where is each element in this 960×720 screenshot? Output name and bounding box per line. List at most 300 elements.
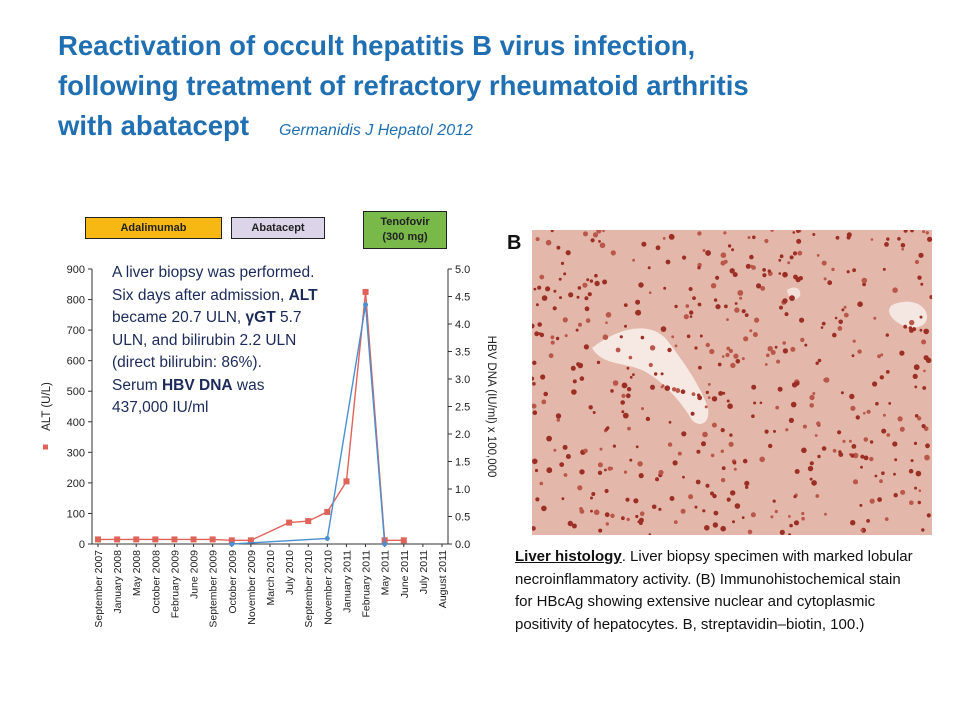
stained-nucleus — [711, 283, 716, 288]
stained-nucleus — [698, 303, 702, 307]
stained-nucleus — [704, 525, 710, 531]
x-tick-label: January 2011 — [341, 550, 354, 613]
stained-nucleus — [532, 459, 538, 465]
stained-nucleus — [606, 312, 612, 318]
stained-nucleus — [733, 461, 737, 465]
stained-nucleus — [682, 476, 685, 479]
stained-nucleus — [751, 414, 755, 418]
stained-nucleus — [857, 349, 861, 353]
stained-nucleus — [917, 276, 921, 280]
stained-nucleus — [791, 402, 797, 408]
stained-nucleus — [860, 466, 863, 469]
x-tick-label: July 2011 — [417, 550, 430, 595]
histology-caption — [515, 546, 915, 636]
stained-nucleus — [687, 335, 691, 339]
hbv-dna-data-point — [325, 536, 330, 541]
stained-nucleus — [632, 373, 635, 376]
stained-nucleus — [800, 338, 804, 342]
stained-nucleus — [894, 458, 897, 461]
stained-nucleus — [709, 349, 714, 354]
stained-nucleus — [762, 268, 766, 272]
stained-nucleus — [749, 329, 752, 332]
stained-nucleus — [674, 305, 677, 308]
stained-nucleus — [696, 450, 700, 454]
alt-data-point — [210, 536, 216, 542]
stained-nucleus — [563, 272, 566, 275]
x-tick-label: May 2008 — [131, 550, 144, 597]
alt-data-point — [305, 518, 311, 524]
stained-nucleus — [779, 306, 783, 310]
x-tick-label: September 2009 — [207, 550, 220, 628]
stained-nucleus — [748, 236, 751, 239]
stained-nucleus — [744, 481, 749, 486]
stained-nucleus — [900, 427, 905, 432]
stained-nucleus — [632, 259, 635, 262]
stained-nucleus — [801, 512, 804, 515]
stained-nucleus — [879, 479, 883, 483]
stained-nucleus — [751, 512, 756, 517]
stained-nucleus — [877, 497, 882, 502]
stained-nucleus — [815, 434, 818, 437]
stained-nucleus — [681, 431, 686, 436]
stained-nucleus — [691, 412, 695, 416]
stained-nucleus — [838, 320, 843, 325]
stained-nucleus — [821, 326, 824, 329]
stained-nucleus — [867, 410, 871, 414]
right-tick-label: 0.0 — [455, 539, 471, 551]
stained-nucleus — [842, 440, 845, 443]
stained-nucleus — [671, 335, 674, 338]
stained-nucleus — [799, 318, 804, 323]
stained-nucleus — [690, 315, 693, 318]
stained-nucleus — [594, 274, 598, 278]
stained-nucleus — [881, 429, 886, 434]
stained-nucleus — [553, 290, 556, 293]
alt-data-point — [324, 509, 330, 515]
stained-nucleus — [778, 259, 781, 262]
stained-nucleus — [783, 348, 788, 353]
stained-nucleus — [661, 326, 667, 332]
stained-nucleus — [866, 519, 870, 523]
stained-nucleus — [714, 511, 719, 516]
stained-nucleus — [765, 430, 769, 434]
stained-nucleus — [692, 296, 696, 300]
stained-nucleus — [594, 510, 600, 516]
stained-nucleus — [702, 509, 705, 512]
stained-nucleus — [692, 392, 696, 396]
stained-nucleus — [722, 466, 726, 470]
stained-nucleus — [817, 455, 820, 458]
stained-nucleus — [785, 428, 788, 431]
stained-nucleus — [658, 470, 663, 475]
stained-nucleus — [884, 242, 889, 247]
stained-nucleus — [621, 516, 625, 520]
stained-nucleus — [832, 333, 837, 338]
stained-nucleus — [684, 314, 689, 319]
stained-nucleus — [546, 436, 552, 442]
stained-nucleus — [578, 323, 582, 327]
x-tick-label: March 2010 — [265, 550, 277, 606]
stained-nucleus — [561, 262, 564, 265]
stained-nucleus — [893, 473, 896, 476]
x-tick-label: September 2010 — [303, 550, 316, 628]
stained-nucleus — [559, 462, 564, 467]
stained-nucleus — [536, 303, 539, 306]
slide-title — [58, 26, 938, 151]
stained-nucleus — [880, 353, 883, 356]
stained-nucleus — [670, 496, 675, 501]
stained-nucleus — [603, 334, 609, 340]
stained-nucleus — [545, 286, 550, 291]
x-tick-label: October 2008 — [150, 550, 163, 614]
stained-nucleus — [584, 296, 588, 300]
stained-nucleus — [922, 230, 925, 233]
stained-nucleus — [639, 473, 644, 478]
stained-nucleus — [808, 466, 813, 471]
alt-data-point — [133, 536, 139, 542]
stained-nucleus — [753, 402, 756, 405]
stained-nucleus — [847, 232, 852, 237]
left-tick-label: 100 — [66, 508, 85, 521]
stained-nucleus — [591, 238, 595, 242]
stained-nucleus — [824, 377, 830, 383]
caption-text: . Liver biopsy specimen with marked lobular necroinflammatory activity. (B) Immunohistochemical stain for HBcAg showing extensive nuclear and cytoplasmic positivity of hepatocytes. B, streptavidin–biotin, 100.) — [515, 548, 913, 633]
stained-nucleus — [669, 234, 675, 240]
stained-nucleus — [564, 473, 568, 477]
left-axis-title: ALT (U/L) — [41, 382, 53, 431]
stained-nucleus — [576, 329, 579, 332]
stained-nucleus — [780, 530, 785, 535]
stained-nucleus — [892, 441, 897, 446]
stained-nucleus — [543, 392, 548, 397]
stained-nucleus — [818, 359, 822, 363]
stained-nucleus — [613, 380, 619, 386]
left-tick-label: 0 — [78, 539, 85, 551]
stained-nucleus — [620, 400, 625, 405]
stained-nucleus — [901, 243, 906, 248]
stained-nucleus — [899, 351, 904, 356]
stained-nucleus — [914, 364, 920, 370]
right-tick-label: 4.0 — [455, 319, 471, 331]
stained-nucleus — [733, 272, 738, 277]
stained-nucleus — [597, 361, 600, 364]
stained-nucleus — [864, 456, 869, 461]
stained-nucleus — [909, 500, 914, 505]
stained-nucleus — [770, 515, 773, 518]
stained-nucleus — [722, 355, 725, 358]
stained-nucleus — [563, 445, 568, 450]
stained-nucleus — [927, 237, 932, 242]
stained-nucleus — [583, 449, 587, 453]
stained-nucleus — [661, 386, 664, 389]
stained-nucleus — [849, 394, 854, 399]
stained-nucleus — [816, 421, 820, 425]
stained-nucleus — [637, 461, 642, 466]
stained-nucleus — [697, 394, 700, 397]
stained-nucleus — [598, 462, 603, 467]
stained-nucleus — [837, 430, 841, 434]
stained-nucleus — [571, 389, 577, 395]
stained-nucleus — [782, 272, 788, 278]
stained-nucleus — [600, 243, 606, 249]
stained-nucleus — [789, 295, 795, 301]
stained-nucleus — [721, 252, 727, 258]
stained-nucleus — [652, 505, 657, 510]
stained-nucleus — [810, 478, 813, 481]
stained-nucleus — [577, 296, 580, 299]
stained-nucleus — [785, 312, 789, 316]
stained-nucleus — [927, 513, 931, 517]
stained-nucleus — [768, 444, 772, 448]
stained-nucleus — [605, 321, 608, 324]
stained-nucleus — [533, 410, 538, 415]
stained-nucleus — [624, 325, 627, 328]
stained-nucleus — [838, 326, 843, 331]
stained-nucleus — [873, 317, 876, 320]
stained-nucleus — [663, 287, 666, 290]
stained-nucleus — [627, 518, 630, 521]
stained-nucleus — [920, 329, 923, 332]
stained-nucleus — [648, 266, 651, 269]
stained-nucleus — [745, 313, 749, 317]
stained-nucleus — [708, 396, 711, 399]
right-tick-label: 3.5 — [455, 346, 471, 359]
stained-nucleus — [920, 316, 923, 319]
stained-nucleus — [654, 372, 657, 375]
stained-nucleus — [624, 471, 627, 474]
stained-nucleus — [580, 376, 585, 381]
stained-nucleus — [702, 432, 708, 438]
stained-nucleus — [780, 254, 784, 258]
stained-nucleus — [712, 396, 717, 401]
liver-histology-image — [532, 230, 932, 535]
x-tick-label: June 2011 — [398, 550, 411, 599]
stained-nucleus — [546, 467, 552, 473]
stained-nucleus — [621, 410, 624, 413]
stained-nucleus — [627, 387, 631, 391]
stained-nucleus — [900, 490, 905, 495]
stained-nucleus — [796, 239, 801, 244]
stained-nucleus — [766, 354, 770, 358]
stained-nucleus — [620, 335, 623, 338]
stained-nucleus — [627, 427, 631, 431]
stained-nucleus — [565, 334, 568, 337]
stained-nucleus — [909, 320, 914, 325]
stained-nucleus — [559, 278, 562, 281]
stained-nucleus — [572, 524, 577, 529]
stained-nucleus — [760, 286, 765, 291]
stained-nucleus — [624, 303, 628, 307]
stained-nucleus — [546, 240, 552, 246]
stained-nucleus — [914, 442, 917, 445]
stained-nucleus — [838, 450, 841, 453]
right-axis-title: HBV DNA (IU/ml) x 100,000 — [485, 335, 497, 478]
stained-nucleus — [714, 298, 717, 301]
stained-nucleus — [790, 347, 795, 352]
stained-nucleus — [875, 475, 878, 478]
stained-nucleus — [749, 255, 754, 260]
stained-nucleus — [824, 277, 827, 280]
stained-nucleus — [616, 348, 621, 353]
stained-nucleus — [728, 244, 731, 247]
summary-text-4: Serum — [112, 376, 162, 394]
stained-nucleus — [817, 254, 820, 257]
stained-nucleus — [611, 250, 616, 255]
stained-nucleus — [705, 405, 708, 408]
stained-nucleus — [730, 490, 735, 495]
hbv-dna-highlight: HBV DNA — [161, 376, 233, 394]
stained-nucleus — [623, 413, 629, 419]
stained-nucleus — [801, 448, 807, 454]
stained-nucleus — [635, 300, 640, 305]
stained-nucleus — [871, 238, 874, 241]
stained-nucleus — [917, 416, 921, 420]
stained-nucleus — [706, 343, 710, 347]
stained-nucleus — [919, 489, 922, 492]
adalimumab-treatment-bar: Adalimumab — [85, 217, 222, 239]
stained-nucleus — [844, 306, 847, 309]
stained-nucleus — [743, 336, 748, 341]
x-tick-label: October 2009 — [226, 550, 239, 614]
stained-nucleus — [753, 332, 758, 337]
stained-nucleus — [850, 454, 854, 458]
stained-nucleus — [641, 407, 644, 410]
stained-nucleus — [824, 513, 827, 516]
left-tick-label: 600 — [66, 355, 85, 368]
stained-nucleus — [708, 383, 711, 386]
stained-nucleus — [541, 506, 547, 512]
stained-nucleus — [721, 261, 726, 266]
alt-data-point — [343, 478, 349, 484]
hbv-dna-data-point — [382, 542, 387, 547]
stained-nucleus — [722, 392, 725, 395]
x-tick-label: February 2011 — [360, 550, 373, 618]
stained-nucleus — [584, 344, 589, 349]
stained-nucleus — [626, 393, 631, 398]
stained-nucleus — [742, 309, 746, 313]
stained-nucleus — [898, 416, 903, 421]
stained-nucleus — [735, 503, 741, 509]
stained-nucleus — [636, 445, 639, 448]
right-tick-label: 3.0 — [455, 374, 471, 386]
stained-nucleus — [793, 231, 796, 234]
stained-nucleus — [649, 363, 653, 367]
stained-nucleus — [689, 310, 693, 314]
stained-nucleus — [646, 417, 650, 421]
stained-nucleus — [710, 492, 714, 496]
stained-nucleus — [844, 313, 849, 318]
stained-nucleus — [727, 498, 731, 502]
x-tick-label: June 2009 — [188, 550, 201, 600]
stained-nucleus — [593, 232, 598, 237]
stained-nucleus — [674, 520, 678, 524]
stained-nucleus — [605, 489, 609, 493]
stained-nucleus — [537, 322, 542, 327]
stained-nucleus — [712, 423, 717, 428]
title-line-3 — [58, 106, 938, 151]
stained-nucleus — [836, 236, 840, 240]
stained-nucleus — [796, 277, 801, 282]
stained-nucleus — [697, 231, 701, 235]
stained-nucleus — [809, 403, 814, 408]
abatacept-treatment-bar: Abatacept — [231, 217, 325, 239]
stained-nucleus — [668, 442, 672, 446]
stained-nucleus — [633, 498, 638, 503]
stained-nucleus — [856, 415, 860, 419]
stained-nucleus — [591, 492, 595, 496]
left-tick-label: 200 — [66, 477, 85, 490]
x-tick-label: September 2007 — [93, 550, 105, 628]
stained-nucleus — [625, 498, 629, 502]
stained-nucleus — [751, 385, 756, 390]
alt-data-point — [152, 536, 158, 542]
stained-nucleus — [638, 282, 643, 287]
stained-nucleus — [924, 455, 930, 461]
stained-nucleus — [737, 290, 743, 296]
left-tick-label: 700 — [66, 325, 85, 338]
stained-nucleus — [835, 317, 838, 320]
summary-text-5: was 437,000 IU/ml — [112, 376, 265, 416]
stained-nucleus — [797, 251, 802, 256]
stained-nucleus — [787, 261, 790, 264]
stained-nucleus — [752, 236, 756, 240]
clinical-summary-text — [112, 262, 322, 420]
stained-nucleus — [811, 480, 817, 486]
stained-nucleus — [795, 469, 800, 474]
stained-nucleus — [822, 446, 827, 451]
stained-nucleus — [918, 253, 923, 258]
stained-nucleus — [903, 325, 907, 329]
stained-nucleus — [729, 349, 733, 353]
stained-nucleus — [695, 506, 698, 509]
stained-nucleus — [589, 405, 593, 409]
stained-nucleus — [789, 524, 793, 528]
stained-nucleus — [920, 283, 923, 286]
stained-nucleus — [870, 440, 873, 443]
stained-nucleus — [613, 445, 616, 448]
stained-nucleus — [588, 292, 592, 296]
stained-nucleus — [775, 346, 778, 349]
stained-nucleus — [711, 454, 715, 458]
stained-nucleus — [765, 363, 768, 366]
right-tick-label: 2.0 — [455, 429, 471, 441]
stained-nucleus — [911, 459, 914, 462]
stained-nucleus — [726, 318, 729, 321]
stained-nucleus — [727, 400, 730, 403]
stained-nucleus — [594, 281, 599, 286]
stained-nucleus — [779, 272, 782, 275]
stained-nucleus — [863, 412, 866, 415]
stained-nucleus — [557, 246, 561, 250]
stained-nucleus — [901, 248, 904, 251]
stained-nucleus — [724, 305, 728, 309]
stained-nucleus — [721, 450, 724, 453]
stained-nucleus — [859, 504, 862, 507]
stained-nucleus — [793, 251, 797, 255]
stained-nucleus — [635, 310, 641, 316]
stained-nucleus — [605, 428, 608, 431]
stained-nucleus — [822, 261, 827, 266]
left-tick-label: 800 — [66, 294, 85, 307]
stained-nucleus — [729, 433, 732, 436]
stained-nucleus — [773, 500, 776, 503]
left-tick-label: 900 — [66, 264, 85, 276]
stained-nucleus — [586, 318, 591, 323]
alt-data-point — [363, 289, 369, 295]
title-line-2: following treatment of refractory rheumatoid arthritis — [58, 70, 749, 101]
stained-nucleus — [586, 278, 589, 281]
right-tick-label: 1.0 — [455, 484, 471, 496]
